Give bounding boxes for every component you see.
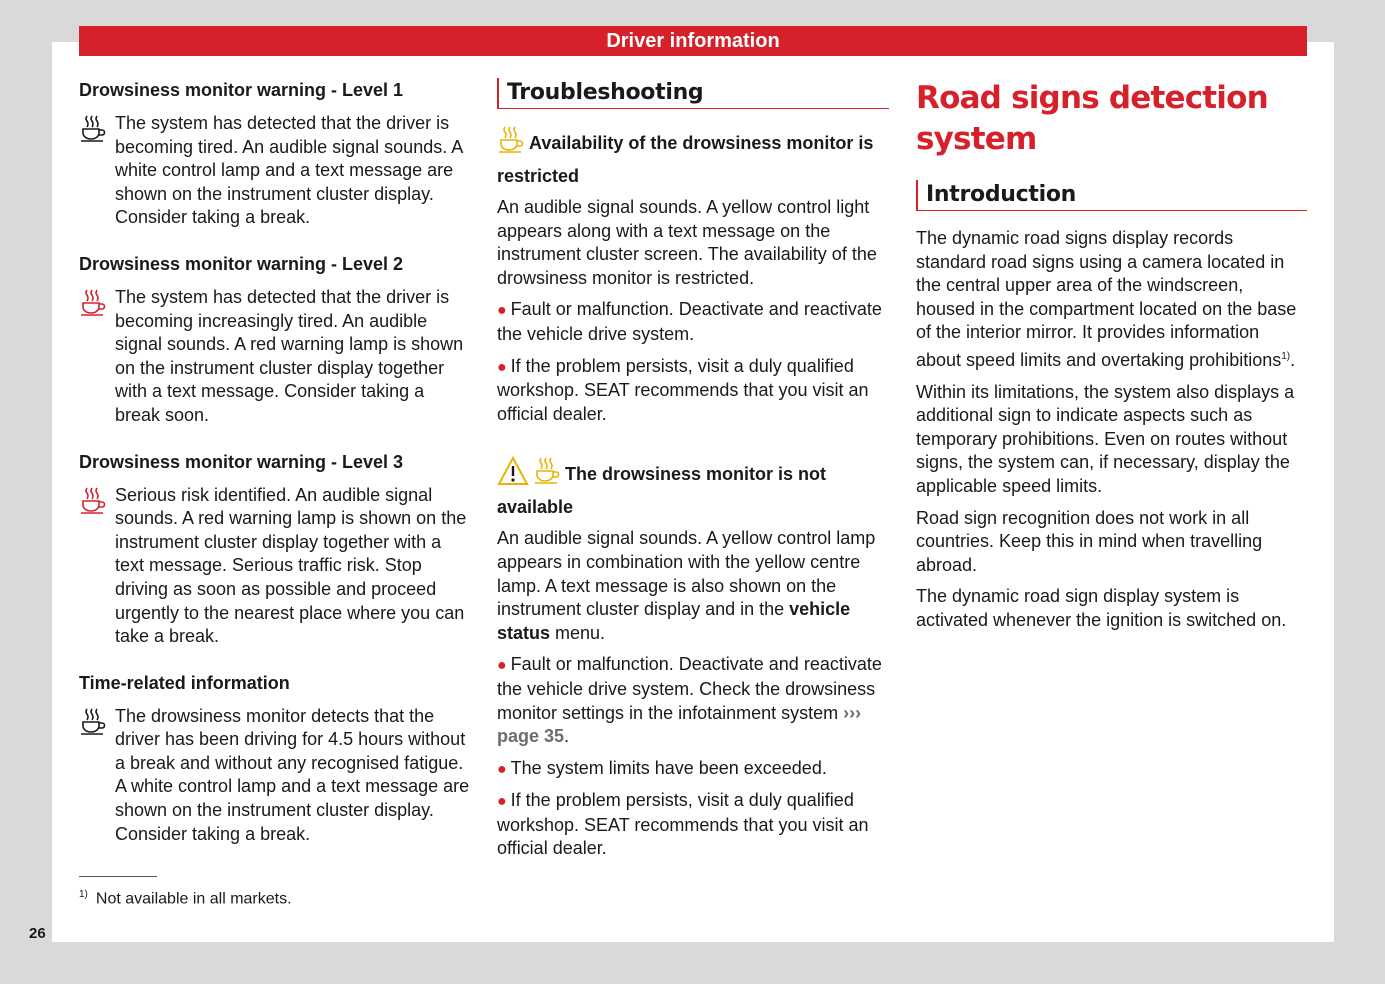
issue2-title-text: The drowsiness monitor is not available [497, 464, 827, 518]
footnote: $^{1)}$ Not available in all markets. [79, 889, 292, 908]
footnote-divider [79, 876, 157, 877]
level3-text: Serious risk identified. An audible signal sounds. A red warning lamp is shown on the instrument cluster display together with a text message. Serious traffic risk. Stop driving as soon as possible and proceed urgently to the nearest place where you can take a break. [115, 484, 467, 647]
issue2-text: An audible signal sounds. A yellow control lamp appears in combination with the yellow centre lamp. A text message is also shown on the instrument cluster display and in the vehicle status menu. [497, 528, 876, 643]
road-signs-title: Road signs detection system [916, 80, 1268, 157]
issue2-bullet-3: ● If the problem persists, visit a duly qualified workshop. SEAT recommends that you visit an official dealer. [497, 790, 869, 859]
time-block [79, 705, 474, 847]
intro-p1: The dynamic road signs display records standard road signs using a camera located in the central upper area of the windscreen, housed in the compartment located on the base of the interior mirror. It provides information about speed limits and overtaking prohibitions$^{1)}$. [916, 228, 1297, 370]
level1-heading: Drowsiness monitor warning - Level 1 [79, 80, 404, 100]
issue1-bullet-2: ● If the problem persists, visit a duly qualified workshop. SEAT recommends that you visit an official dealer. [497, 355, 869, 424]
coffee-cup-yellow-icon [497, 125, 525, 163]
column-right [916, 78, 1307, 641]
footnote-ref: 1) [1281, 350, 1291, 362]
intro-p4: The dynamic road sign display system is activated whenever the ignition is switched on. [916, 586, 1287, 630]
issue1-bullet-1: ● Fault or malfunction. Deactivate and reactivate the vehicle drive system. [497, 299, 882, 344]
level3-block [79, 484, 474, 649]
column-middle [497, 78, 889, 869]
intro-p2: Within its limitations, the system also displays a additional sign to indicate aspects such as temporary prohibitions. Even on routes without signs, the system can, if necessary, display the applicable speed limits. [916, 381, 1295, 496]
vehicle-status-term: vehicle status [497, 599, 851, 643]
page-number: 26 [29, 925, 46, 942]
level3-heading: Drowsiness monitor warning - Level 3 [79, 451, 404, 472]
issue2-title [497, 456, 889, 521]
intro-p3: Road sign recognition does not work in all countries. Keep this in mind when travelling abroad. [916, 507, 1263, 575]
column-left [79, 78, 474, 868]
level1-block [79, 112, 474, 230]
issue2-bullet-2: ● The system limits have been exceeded. [497, 757, 827, 778]
coffee-cup-yellow-icon [533, 456, 561, 494]
warning-triangle-icon [497, 456, 529, 494]
level2-block [79, 286, 474, 428]
coffee-cup-white-icon [79, 705, 115, 847]
issue2-bullet-1: ● Fault or malfunction. Deactivate and reactivate the vehicle drive system. Check the drowsiness monitor settings in the infotainment system ››› page 35. [497, 654, 882, 747]
level2-heading: Drowsiness monitor warning - Level 2 [79, 253, 404, 274]
issue1-text: An audible signal sounds. A yellow control light appears along with a text message on the instrument cluster screen. The availability of the drowsiness monitor is restricted. [497, 197, 877, 288]
level1-text: The system has detected that the driver is becoming tired. An audible signal sounds. A white control lamp and a text message are shown on the instrument cluster display. Consider taking a break. [115, 113, 463, 228]
coffee-cup-white-icon [79, 112, 115, 230]
issue1-title-text: Availability of the drowsiness monitor is restricted [497, 133, 874, 186]
page-35-link[interactable]: ››› page 35 [497, 702, 862, 747]
issue1-title [497, 125, 889, 190]
time-text: The drowsiness monitor detects that the driver has been driving for 4.5 hours without a break and without any recognised fatigue. A white control lamp and a text message are shown on the instrument cluster display. Consider taking a break. [115, 705, 470, 844]
coffee-cup-red-icon [79, 286, 115, 428]
coffee-cup-red-icon [79, 484, 115, 649]
introduction-heading: Introduction [916, 180, 1307, 211]
page-header: Driver information [79, 26, 1307, 56]
level2-text: The system has detected that the driver is becoming increasingly tired. An audible signal sounds. A red warning lamp is shown on the instrument cluster display together with a text message. Consider taking a break soon. [115, 286, 464, 425]
time-heading: Time-related information [79, 672, 290, 693]
troubleshooting-heading: Troubleshooting [497, 78, 889, 109]
